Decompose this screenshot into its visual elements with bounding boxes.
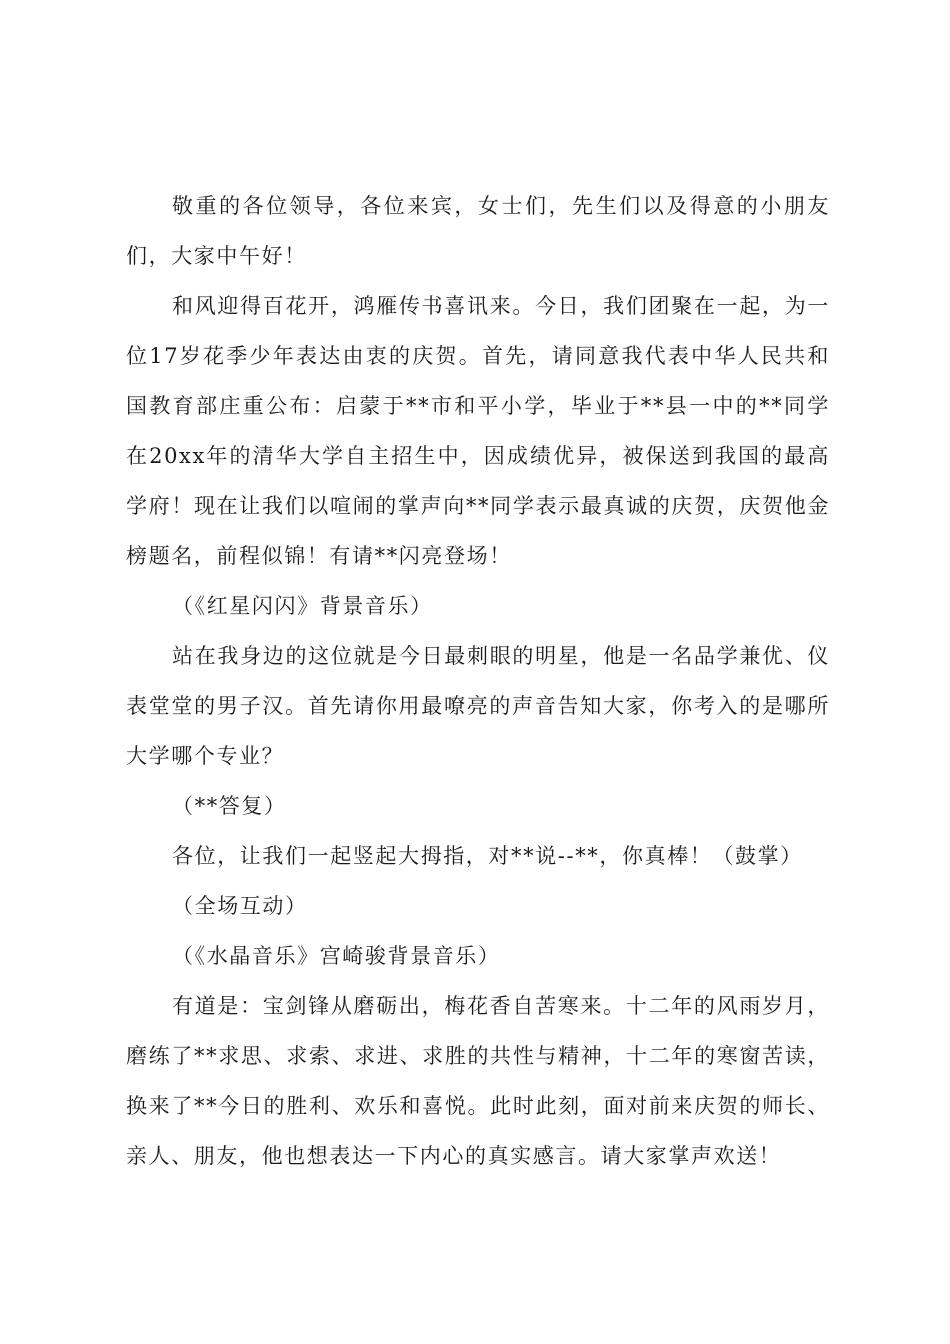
stage-direction-red-star-music: （《红星闪闪》背景音乐） <box>172 594 433 618</box>
paragraph-thumbs-up: 各位，让我们一起竖起大拇指，对**说--**，你真棒！（鼓掌） <box>172 844 803 868</box>
document-body <box>126 181 830 1181</box>
stage-direction-answer: （**答复） <box>172 794 287 818</box>
paragraph-introduction: 站在我身边的这位就是今日最刺眼的明星，他是一名品学兼优、仪表堂堂的男子汉。首先请你用最嘹亮的声音告知大家，你考入的是哪所大学哪个专业？ <box>126 644 830 768</box>
paragraph-announcement: 和风迎得百花开，鸿雁传书喜讯来。今日，我们团聚在一起，为一位17岁花季少年表达由衷的庆贺。首先，请同意我代表中华人民共和国教育部庄重公布：启蒙于**市和平小学，毕业于**县一中的**同学在20xx年的清华大学自主招生中，因成绩优异，被保送到我国的最高学府！现在让我们以喧闹的掌声向**同学表示最真诚的庆贺，庆贺他金榜题名，前程似锦！有请**闪亮登场！ <box>126 294 830 568</box>
stage-direction-interaction: （全场互动） <box>172 894 308 918</box>
paragraph-closing: 有道是：宝剑锋从磨砺出，梅花香自苦寒来。十二年的风雨岁月，磨练了**求思、求索、求进、求胜的共性与精神，十二年的寒窗苦读，换来了**今日的胜利、欢乐和喜悦。此时此刻，面对前来庆贺的师长、亲人、朋友，他也想表达一下内心的真实感言。请大家掌声欢送！ <box>126 994 830 1168</box>
stage-direction-crystal-music: （《水晶音乐》宫崎骏背景音乐） <box>172 944 501 968</box>
paragraph-greeting: 敬重的各位领导，各位来宾，女士们，先生们以及得意的小朋友们，大家中午好！ <box>126 194 830 268</box>
